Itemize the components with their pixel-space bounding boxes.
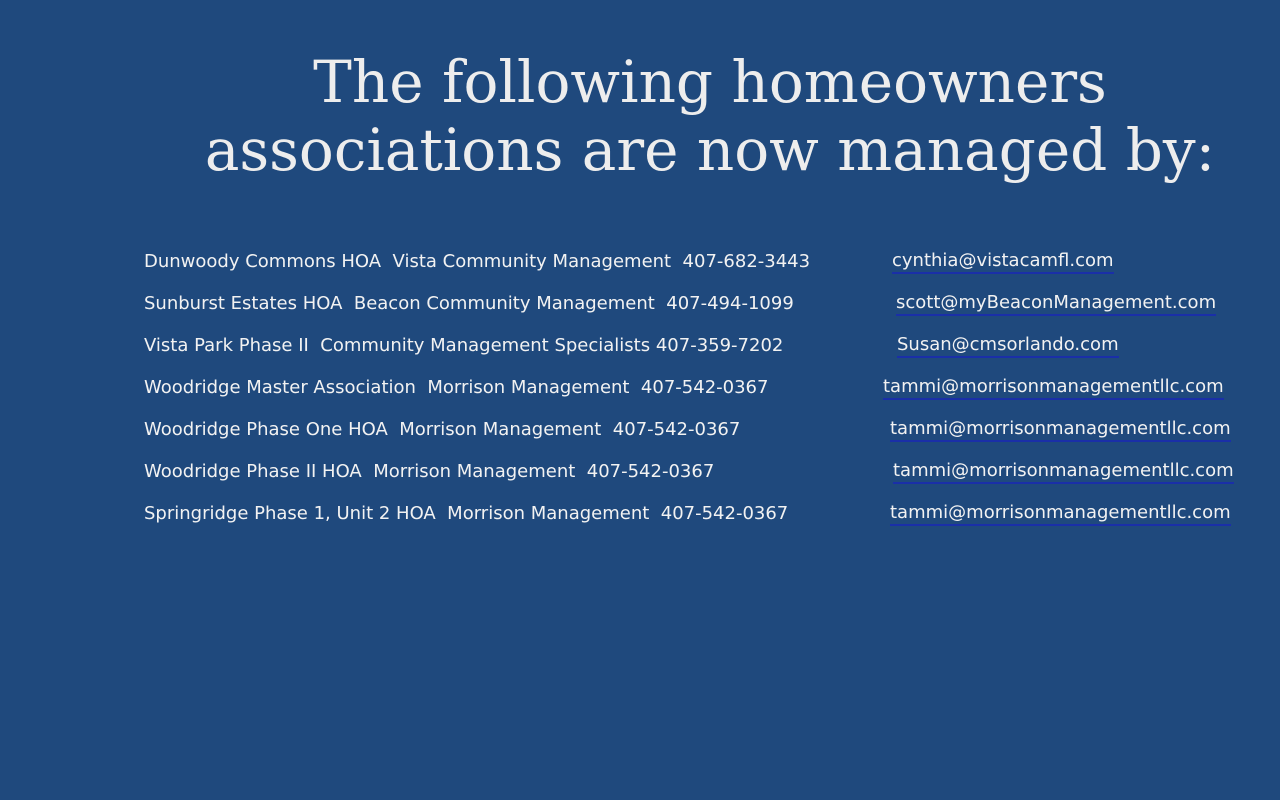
- association-info: Woodridge Phase II HOA Morrison Management 407-542-0367: [144, 461, 715, 482]
- association-row: [144, 250, 1280, 292]
- association-row: [144, 292, 1280, 334]
- association-info: Dunwoody Commons HOA Vista Community Management 407-682-3443: [144, 251, 811, 272]
- page-headline: [140, 48, 1280, 184]
- association-row: [144, 334, 1280, 376]
- association-info: Vista Park Phase II Community Management Specialists 407-359-7202: [144, 335, 784, 356]
- association-info: Sunburst Estates HOA Beacon Community Management 407-494-1099: [144, 293, 794, 314]
- association-info: Springridge Phase 1, Unit 2 HOA Morrison Management 407-542-0367: [144, 503, 789, 524]
- association-info: Woodridge Master Association Morrison Management 407-542-0367: [144, 377, 769, 398]
- association-email-link[interactable]: tammi@morrisonmanagementllc.com: [890, 502, 1231, 526]
- association-row: [144, 460, 1280, 502]
- association-info: Woodridge Phase One HOA Morrison Management 407-542-0367: [144, 419, 741, 440]
- association-email-link[interactable]: cynthia@vistacamfl.com: [892, 250, 1114, 274]
- association-list: [144, 250, 1280, 544]
- association-row: [144, 502, 1280, 544]
- association-email-link[interactable]: tammi@morrisonmanagementllc.com: [883, 376, 1224, 400]
- association-row: [144, 376, 1280, 418]
- association-email-link[interactable]: tammi@morrisonmanagementllc.com: [890, 418, 1231, 442]
- association-row: [144, 418, 1280, 460]
- headline-line-2: associations are now managed by:: [204, 116, 1216, 184]
- headline-line-1: The following homeowners: [313, 48, 1107, 116]
- association-email-link[interactable]: scott@myBeaconManagement.com: [896, 292, 1216, 316]
- association-email-link[interactable]: Susan@cmsorlando.com: [897, 334, 1119, 358]
- association-email-link[interactable]: tammi@morrisonmanagementllc.com: [893, 460, 1234, 484]
